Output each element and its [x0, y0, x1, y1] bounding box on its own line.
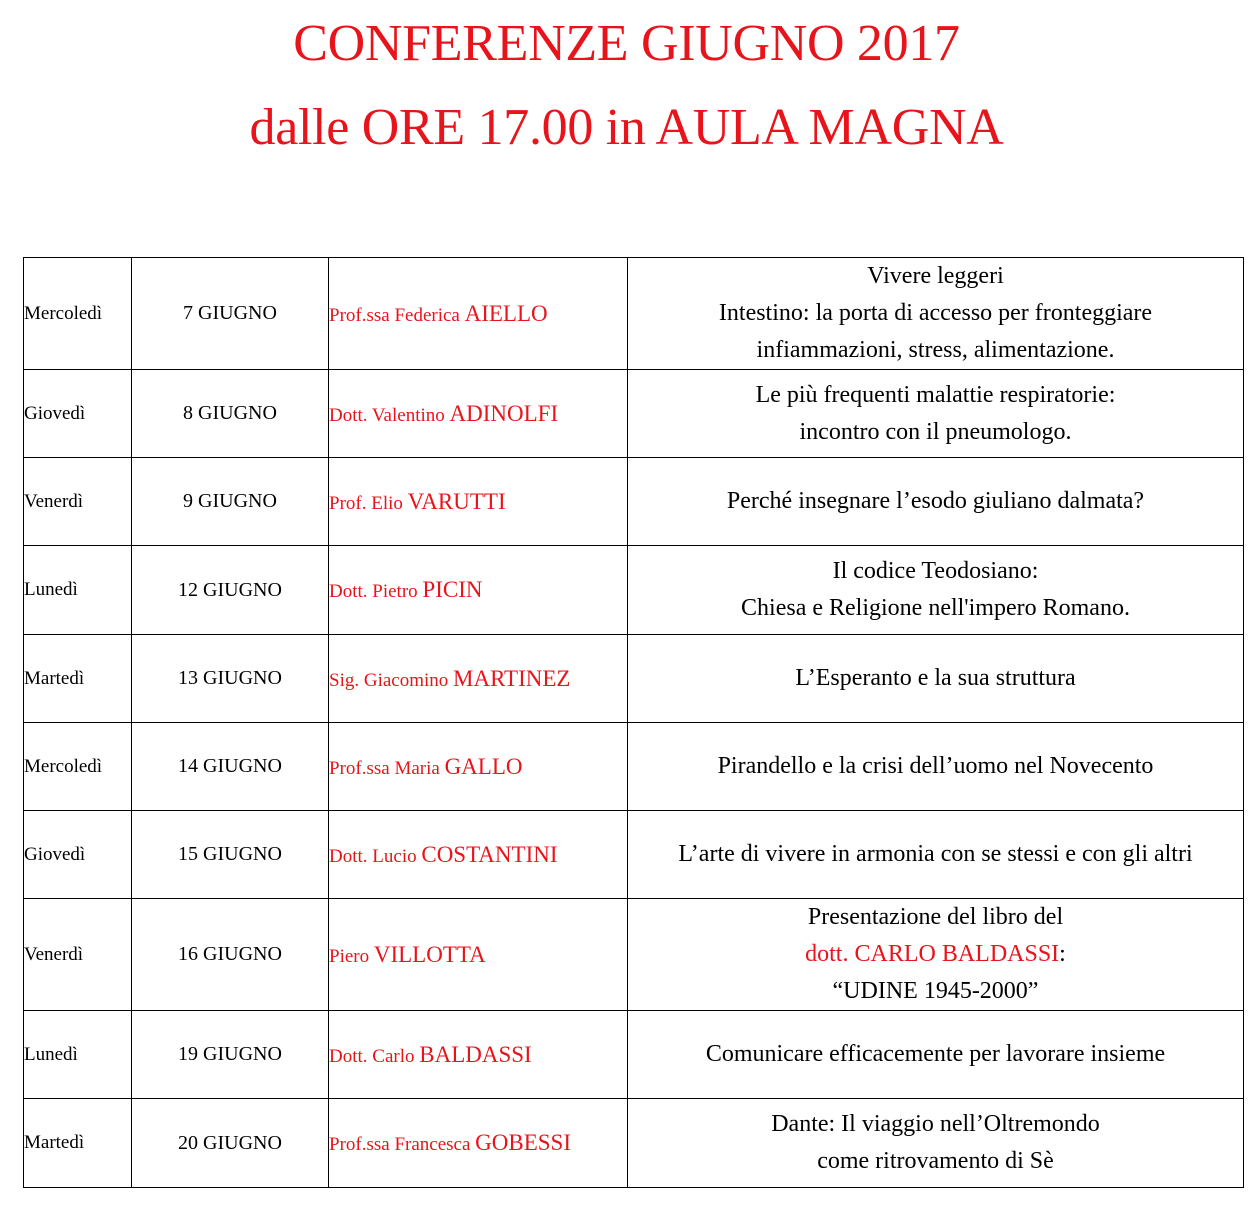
speaker-surname: VILLOTTA: [373, 941, 486, 967]
topic-cell: [628, 258, 1244, 370]
topic-line: Comunicare efficacemente per lavorare insieme: [705, 1041, 1166, 1067]
speaker-surname: COSTANTINI: [421, 841, 558, 867]
date-cell: 19 GIUGNO: [132, 1011, 329, 1099]
topic-line: incontro con il pneumologo.: [799, 418, 1072, 445]
topic-line: Presentazione del libro del: [807, 904, 1064, 930]
speaker-cell: [329, 258, 628, 370]
topic-line: infiammazioni, stress, alimentazione.: [756, 337, 1115, 363]
date-cell: 14 GIUGNO: [132, 723, 329, 811]
topic-punctuation: :: [1059, 941, 1066, 967]
speaker-title: Dott. Lucio: [329, 845, 417, 867]
day-cell: Giovedì: [24, 811, 132, 899]
topic-cell: [628, 723, 1244, 811]
speaker-surname: BALDASSI: [419, 1041, 532, 1067]
topic-line: Il codice Teodosiano:: [832, 558, 1039, 584]
topic-cell: [628, 1011, 1244, 1099]
speaker-title: Piero: [329, 945, 370, 967]
topic-line: come ritrovamento di Sè: [817, 1148, 1054, 1174]
speaker-title: Dott. Carlo: [329, 1045, 415, 1067]
speaker-surname: PICIN: [422, 577, 483, 602]
speaker-title: Prof. Elio: [329, 492, 403, 514]
day-cell: Giovedì: [24, 370, 132, 458]
speaker-title: Prof.ssa Federica: [329, 304, 460, 326]
speaker-surname: MARTINEZ: [453, 665, 571, 691]
topic-cell: [628, 1099, 1244, 1188]
date-cell: 20 GIUGNO: [132, 1099, 329, 1188]
table-row: [24, 546, 1244, 635]
day-cell: Venerdì: [24, 458, 132, 546]
speaker-cell: [329, 811, 628, 899]
speaker-cell: [329, 458, 628, 546]
topic-line: Pirandello e la crisi dell’uomo nel Novecento: [717, 753, 1154, 779]
day-cell: Mercoledì: [24, 723, 132, 811]
day-cell: Martedì: [24, 635, 132, 723]
day-cell: Mercoledì: [24, 258, 132, 370]
speaker-cell: [329, 635, 628, 723]
date-cell: 15 GIUGNO: [132, 811, 329, 899]
speaker-title: Prof.ssa Francesca: [329, 1134, 471, 1155]
table-row: [24, 1099, 1244, 1188]
speaker-surname: ADINOLFI: [449, 400, 559, 426]
topic-line: Perché insegnare l’esodo giuliano dalmata?: [726, 488, 1145, 514]
table-row: [24, 811, 1244, 899]
topic-highlight: dott. CARLO BALDASSI: [805, 941, 1060, 967]
page-title: CONFERENZE GIUGNO 2017: [293, 15, 960, 72]
day-cell: Martedì: [24, 1099, 132, 1188]
topic-cell: [628, 635, 1244, 723]
table-row: [24, 370, 1244, 458]
table-row: [24, 258, 1244, 370]
table-row: [24, 1011, 1244, 1099]
topic-cell: [628, 811, 1244, 899]
speaker-surname: AIELLO: [464, 300, 548, 326]
topic-cell: [628, 370, 1244, 458]
speaker-surname: GOBESSI: [475, 1130, 572, 1155]
date-cell: 13 GIUGNO: [132, 635, 329, 723]
table-row: [24, 899, 1244, 1011]
table-row: [24, 723, 1244, 811]
topic-line: Le più frequenti malattie respiratorie:: [755, 381, 1116, 408]
speaker-cell: [329, 546, 628, 635]
speaker-cell: [329, 899, 628, 1011]
topic-cell: [628, 458, 1244, 546]
topic-line: L’arte di vivere in armonia con se stessi e con gli altri: [678, 841, 1193, 867]
date-cell: 12 GIUGNO: [132, 546, 329, 635]
topic-line: L’Esperanto e la sua struttura: [795, 665, 1076, 691]
day-cell: Venerdì: [24, 899, 132, 1011]
topic-line: Chiesa e Religione nell'impero Romano.: [741, 595, 1130, 621]
speaker-cell: [329, 1011, 628, 1099]
speaker-title: Dott. Pietro: [329, 581, 418, 602]
speaker-cell: [329, 1099, 628, 1188]
speaker-cell: [329, 370, 628, 458]
date-cell: 8 GIUGNO: [132, 370, 329, 458]
day-cell: Lunedì: [24, 546, 132, 635]
topic-line: Intestino: la porta di accesso per fronteggiare: [718, 300, 1153, 326]
topic-cell: [628, 546, 1244, 635]
topic-cell: [628, 899, 1244, 1011]
table-row: [24, 635, 1244, 723]
page-subtitle: dalle ORE 17.00 in AULA MAGNA: [249, 99, 1004, 156]
topic-line: Dante: Il viaggio nell’Oltremondo: [771, 1111, 1100, 1137]
topic-line: Vivere leggeri: [867, 263, 1004, 289]
speaker-title: Prof.ssa Maria: [329, 757, 440, 779]
speaker-surname: GALLO: [444, 753, 523, 779]
date-cell: 7 GIUGNO: [132, 258, 329, 370]
topic-line: [628, 936, 1243, 973]
speaker-surname: VARUTTI: [407, 488, 506, 514]
date-cell: 16 GIUGNO: [132, 899, 329, 1011]
date-cell: 9 GIUGNO: [132, 458, 329, 546]
speaker-title: Sig. Giacomino: [329, 669, 449, 691]
schedule-table: [23, 257, 1244, 1188]
speaker-cell: [329, 723, 628, 811]
day-cell: Lunedì: [24, 1011, 132, 1099]
speaker-title: Dott. Valentino: [329, 404, 445, 426]
topic-line: “UDINE 1945-2000”: [832, 978, 1039, 1004]
table-row: [24, 458, 1244, 546]
